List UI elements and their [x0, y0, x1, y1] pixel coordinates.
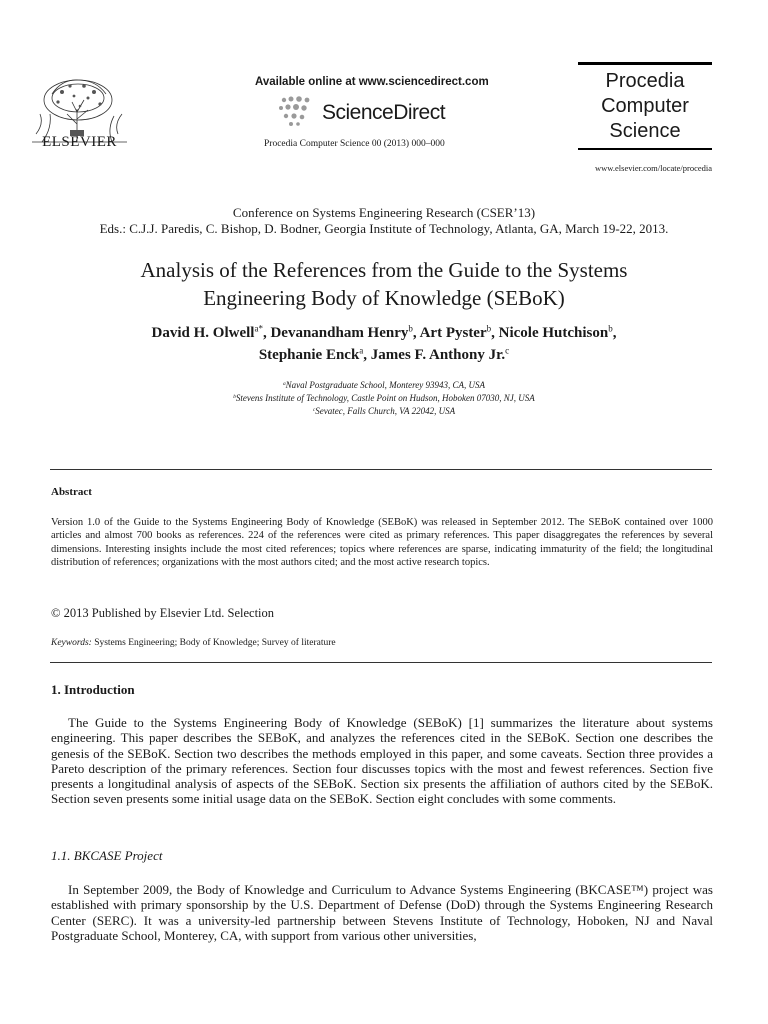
author-name: Devanandham Henry [270, 325, 409, 341]
author-name: James F. Anthony Jr. [370, 347, 506, 363]
author-affiliation-mark: b [608, 323, 613, 334]
author-separator: , [612, 325, 617, 341]
author-separator: , [412, 325, 420, 341]
author-affiliation-mark: a* [254, 323, 263, 334]
journal-title-box [578, 62, 712, 150]
keywords-label: Keywords: [51, 638, 92, 648]
affiliation [0, 406, 768, 416]
author-name: Nicole Hutchison [498, 325, 609, 341]
journal-reference: Procedia Computer Science 00 (2013) 000–000 [264, 139, 445, 149]
author-affiliation-mark: b [486, 323, 492, 334]
keywords-list: Systems Engineering; Body of Knowledge; Survey of literature [91, 638, 336, 648]
affiliation [0, 393, 768, 403]
author-affiliation-mark: c [505, 345, 510, 356]
intro-paragraph: The Guide to the Systems Engineering Body of Knowledge (SEBoK) [1] summarizes the literature about systems engineering. This paper describes the SEBoK, and analyzes the references cited in the SEBoK. Section one describes the genesis of the SEBoK. Section two describes the methods employed in this paper, and some caveats. Section three provides a Pareto description of the primary references. Section four discusses topics with the most and fewest references. Section five presents a longitudinal analysis of aspects of the SEBoK. Section six presents the affiliation of authors cited by the SEBoK. Section seven presents some initial usage data on the SEBoK. Section eight concludes with some comments. [51, 715, 713, 807]
sciencedirect-dots-icon [276, 95, 316, 129]
bkcase-paragraph: In September 2009, the Body of Knowledge and Curriculum to Advance Systems Engineering (BKCASE™) project was established with primary sponsorship by the U.S. Department of Defense (DoD) through the Systems Engineering Research Center (SERC). It was a university-led partnership between Stevens Institute of Technology, Hoboken, NJ and Naval Postgraduate School, Monterey, CA, with support from various other universities, [51, 882, 713, 943]
journal-title-line: Science [609, 120, 681, 142]
sciencedirect-wordmark: ScienceDirect [322, 101, 446, 124]
abstract-heading: Abstract [51, 486, 92, 498]
author-separator: , [262, 325, 271, 341]
conference-name: Conference on Systems Engineering Research (CSER’13) [232, 205, 536, 220]
section-heading: 1. Introduction [51, 682, 135, 697]
author-name: Art Pyster [419, 325, 487, 341]
publisher-name: ELSEVIER [42, 134, 117, 150]
author-affiliation-mark: a [359, 345, 364, 356]
copyright-notice: © 2013 Published by Elsevier Ltd. Selection [51, 606, 275, 620]
keywords [51, 638, 336, 648]
journal-title-line: Computer [601, 95, 689, 117]
affiliation-mark: b [233, 393, 236, 400]
divider [50, 662, 712, 663]
affiliation-mark: c [312, 406, 316, 413]
available-online-text: Available online at www.sciencedirect.com [255, 76, 489, 88]
affiliation-text: Stevens Institute of Technology, Castle Point on Hudson, Hoboken 07030, NJ, USA [235, 393, 535, 403]
author-line [0, 347, 768, 364]
affiliation-text: Sevatec, Falls Church, VA 22042, USA [315, 406, 456, 416]
conference-editors: Eds.: C.J.J. Paredis, C. Bishop, D. Bodner, Georgia Institute of Technology, Atlanta, GA, March 19-22, 2013. [99, 221, 669, 236]
abstract-body: Version 1.0 of the Guide to the Systems Engineering Body of Knowledge (SEBoK) was released in September 2012. The SEBoK contained over 1000 articles and almost 700 books as references. 224 of the references were cited as primary references. This paper disaggregates the references by several dimensions. Interesting insights include the most cited references; topics where references are sparse, indicating immaturity of the field; the longitudinal distribution of references; organizations with the most authors cited; and the most active research topics. [51, 517, 713, 569]
author-affiliation-mark: b [408, 323, 413, 334]
paper-title-line: Analysis of the References from the Guide to the Systems [140, 258, 628, 282]
affiliation [0, 380, 768, 390]
subsection-heading: 1.1. BKCASE Project [51, 848, 163, 863]
affiliation-text: Naval Postgraduate School, Monterey 93943, CA, USA [285, 380, 486, 390]
divider [50, 469, 712, 470]
author-name: David H. Olwell [151, 325, 255, 341]
journal-title-line: Procedia [605, 70, 685, 92]
affiliation-mark: a [282, 380, 286, 387]
author-name: Stephanie Enck [258, 347, 360, 363]
paper-title-line: Engineering Body of Knowledge (SEBoK) [203, 286, 565, 310]
journal-url[interactable]: www.elsevier.com/locate/procedia [595, 163, 712, 173]
author-separator: , [363, 347, 371, 363]
author-separator: , [491, 325, 499, 341]
author-line [0, 325, 768, 342]
